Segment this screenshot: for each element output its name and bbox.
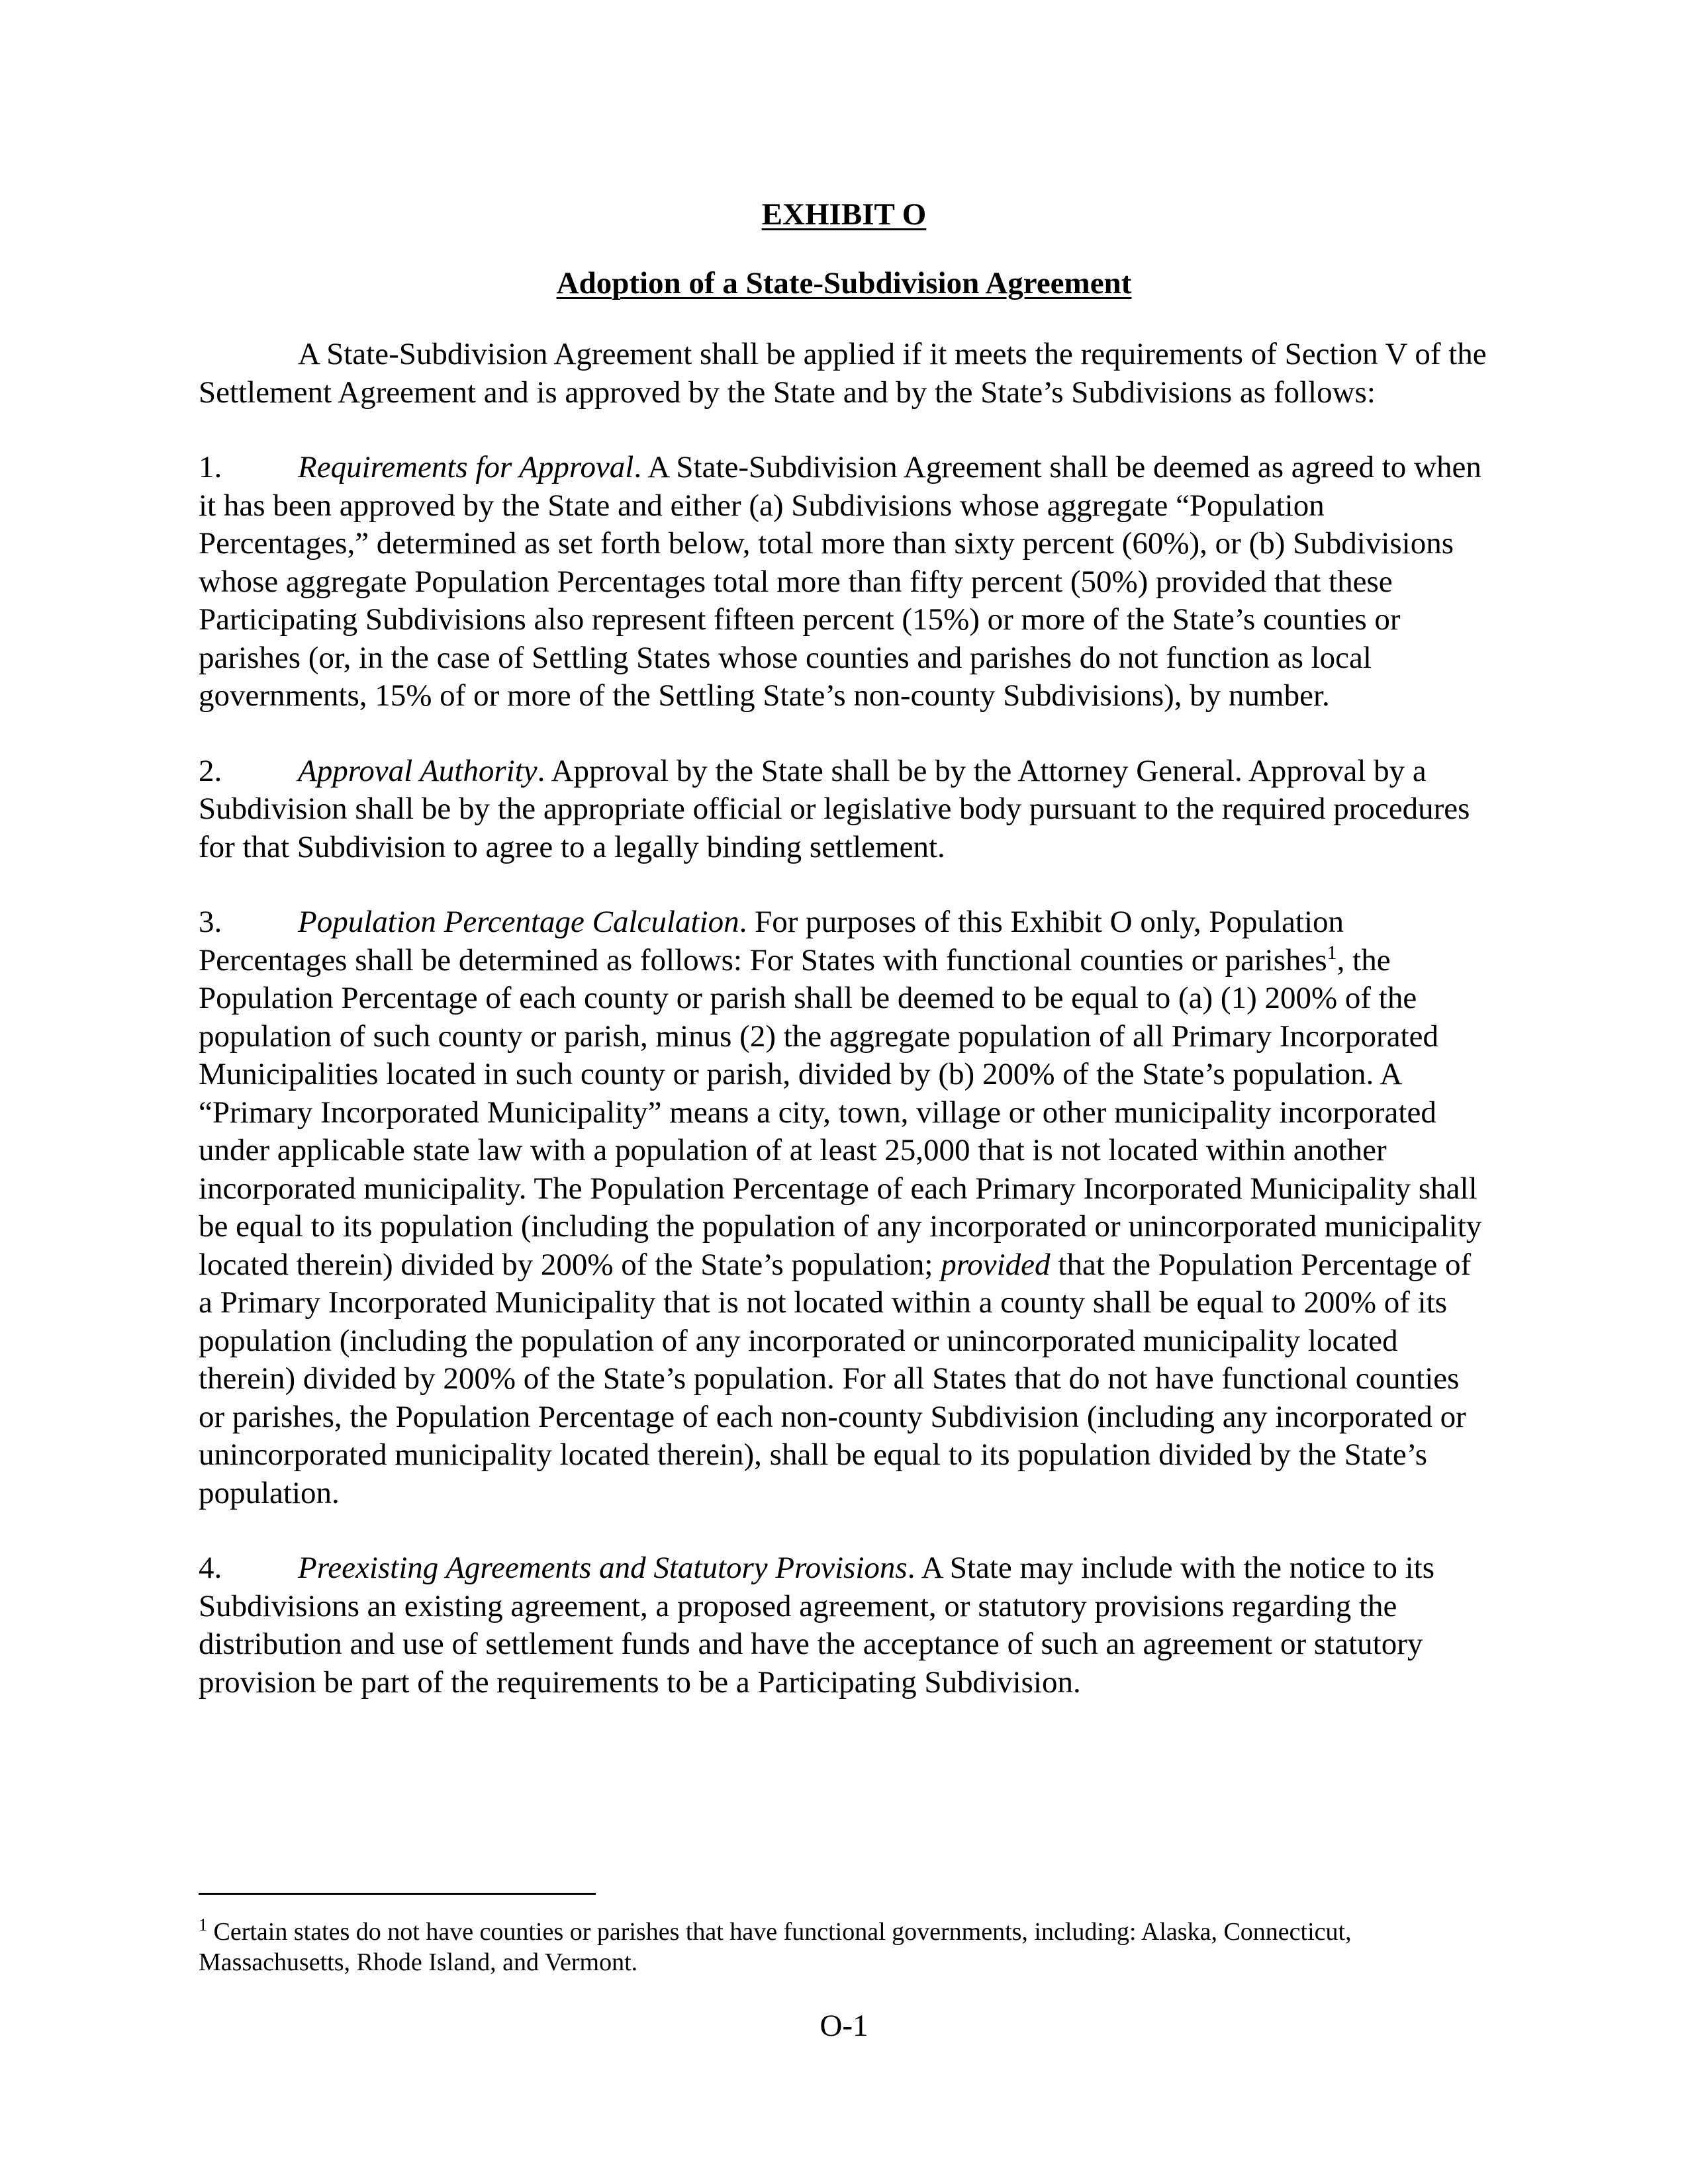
section-number: 3. [199, 905, 222, 939]
section-number: 4. [199, 1551, 222, 1585]
emphasized-word: provided [941, 1247, 1051, 1282]
section-title: Population Percentage Calculation [298, 905, 739, 939]
exhibit-title: EXHIBIT O [761, 197, 927, 232]
section-2: 2. Approval Authority. Approval by the State shall be by the Attorney General. Approval by a Subdivision shall be by the appropriate official or legislative body pursuant to the required procedures for that Subdivision to agree to a legally binding settlement. [199, 753, 1470, 864]
section-title: Preexisting Agreements and Statutory Provisions [298, 1551, 908, 1585]
section-4: 4. Preexisting Agreements and Statutory Provisions. A State may include with the notice to its Subdivisions an existing agreement, a proposed agreement, or statutory provisions regarding the distribution and use of settlement funds and have the acceptance of such an agreement or statutory provision be part of the requirements to be a Participating Subdivision. [199, 1551, 1435, 1700]
section-text: Approval by the State shall be by the Attorney General. Approval by a Subdivision shall be by the appropriate official or legislative body pursuant to the required procedures for that Subdivision to agree to a legally binding settlement. [199, 753, 1470, 864]
section-text: A State may include with the notice to its Subdivisions an existing agreement, a proposed agreement, or statutory provisions regarding the distribution and use of settlement funds and have the acceptance of such an agreement or statutory provision be part of the requirements to be a Participating Subdivision. [199, 1551, 1435, 1700]
section-3: 3. Population Percentage Calculation. For purposes of this Exhibit O only, Population Percentages shall be determined as follows: For States with functional counties or parishes$^1$, the Population Percentage of each county or parish shall be deemed to be equal to (a) (1) 200% of the population of such county or parish, minus (2) the aggregate population of all Primary Incorporated Municipalities located in such county or parish, divided by (b) 200% of the State’s population. A “Primary Incorporated Municipality” means a city, town, village or other municipality incorporated under applicable state law with a population of at least 25,000 that is not located within another incorporated municipality. The Population Percentage of each Primary Incorporated Municipality shall be equal to its population (including the population of any incorporated or unincorporated municipality located therein) divided by 200% of the State’s population; provided that the Population Percentage of a Primary Incorporated Municipality that is not located within a county shall be equal to 200% of its population (including the population of any incorporated or unincorporated municipality located therein) divided by 200% of the State’s population. For all States that do not have functional counties or parishes, the Population Percentage of each non-county Subdivision (including any incorporated or unincorporated municipality located therein), shall be equal to its population divided by the State’s population. [199, 905, 1482, 1510]
section-number: 2. [199, 753, 222, 788]
footnote-reference[interactable]: 1 [1327, 941, 1337, 964]
footnote [199, 1917, 1496, 1978]
section-title: Approval Authority [298, 753, 538, 788]
section-text: , the Population Percentage of each county or parish shall be deemed to be equal to (a) (1) 200% of the population of such county or parish, minus (2) the aggregate population of all Primary Incorporated Municipalities located in such county or parish, divided by (b) 200% of the State’s population. A “Primary Incorporated Municipality” means a city, town, village or other municipality incorporated under applicable state law with a population of at least 25,000 that is not located within another incorporated municipality. The Population Percentage of each Primary Incorporated Municipality shall be equal to its population (including the population of any incorporated or unincorporated municipality located therein) divided by 200% of the State’s population; [199, 942, 1482, 1282]
section-1: 1. Requirements for Approval. A State-Subdivision Agreement shall be deemed as agreed to when it has been approved by the State and either (a) Subdivisions whose aggregate “Population Percentages,” determined as set forth below, total more than sixty percent (60%), or (b) Subdivisions whose aggregate Population Percentages total more than fifty percent (50%) provided that these Participating Subdivisions also represent fifteen percent (15%) or more of the State’s counties or parishes (or, in the case of Settling States whose counties and parishes do not function as local governments, 15% of or more of the Settling State’s non-county Subdivisions), by number. [199, 450, 1481, 713]
section-text: A State-Subdivision Agreement shall be deemed as agreed to when it has been approved by the State and either (a) Subdivisions whose aggregate “Population Percentages,” determined as set forth below, total more than sixty percent (60%), or (b) Subdivisions whose aggregate Population Percentages total more than fifty percent (50%) provided that these Participating Subdivisions also represent fifteen percent (15%) or more of the State’s counties or parishes (or, in the case of Settling States whose counties and parishes do not function as local governments, 15% of or more of the Settling State’s non-county Subdivisions), by number. [199, 450, 1481, 713]
section-text: For purposes of this Exhibit O only, Population Percentages shall be determined as follows: For States with functional counties or parishes [199, 905, 1344, 978]
intro-paragraph: A State-Subdivision Agreement shall be applied if it meets the requirements of Section V of the Settlement Agreement and is approved by the State and by the State’s Subdivisions as follows: [199, 337, 1487, 410]
section-title: Requirements for Approval [298, 450, 634, 484]
footnote-divider [199, 1893, 596, 1895]
exhibit-subtitle: Adoption of a State-Subdivision Agreement [556, 265, 1132, 300]
footnote-number: 1 [199, 1915, 207, 1934]
page-number: O-1 [820, 2009, 868, 2043]
document-body [199, 196, 1489, 1739]
section-text: that the Population Percentage of a Primary Incorporated Municipality that is not located within a county shall be equal to 200% of its population (including the population of any incorporated or unincorporated municipality located therein) divided by 200% of the State’s population. For all States that do not have functional counties or parishes, the Population Percentage of each non-county Subdivision (including any incorporated or unincorporated municipality located therein), shall be equal to its population divided by the State’s population. [199, 1247, 1472, 1510]
footnote-text: Certain states do not have counties or parishes that have functional governments, including: Alaska, Connecticut, Massachusetts, Rhode Island, and Vermont. [199, 1918, 1352, 1976]
section-number: 1. [199, 450, 222, 484]
